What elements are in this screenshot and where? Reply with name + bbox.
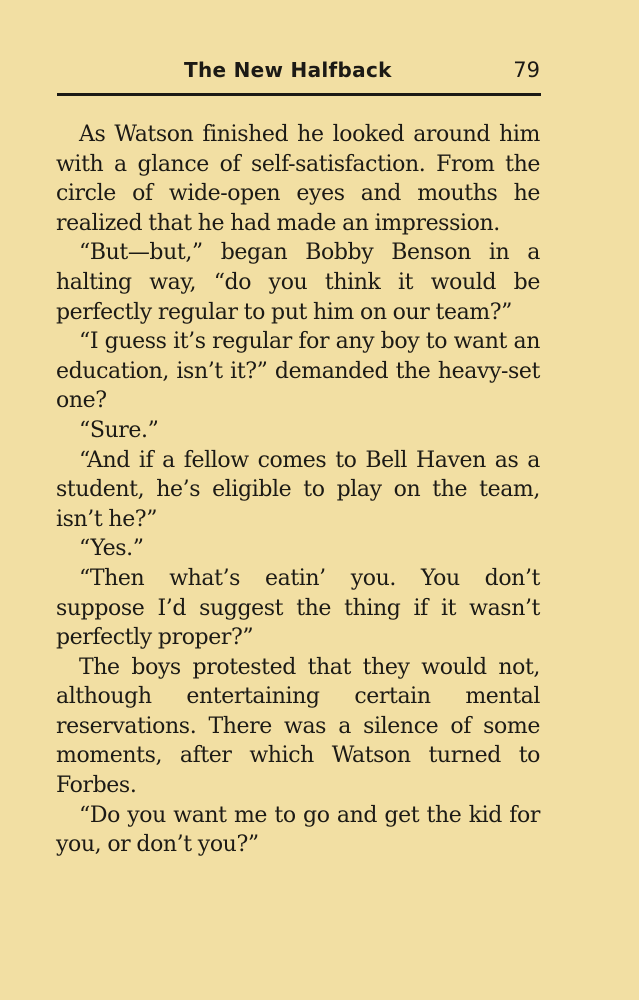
paragraph: The boys protested that they would not, although entertaining certain mental reservations. There was a silence of some moments, after which Watson turned to Forbes.: [56, 654, 540, 799]
body-text: [56, 120, 540, 860]
paragraph: “I guess it’s regular for any boy to want an education, isn’t it?” demanded the heavy-set one?: [56, 329, 540, 414]
paragraph: “Then what’s eatin’ you. You don’t suppose I’d suggest the thing if it wasn’t perfectly proper?”: [56, 565, 540, 651]
running-head: [58, 56, 540, 86]
paragraph: “Yes.”: [79, 536, 144, 562]
paragraph: “But—but,” began Bobby Benson in a halting way, “do you think it would be perfectly regular to put him on our team?”: [56, 240, 540, 325]
paragraph: “Do you want me to go and get the kid for you, or don’t you?”: [56, 802, 540, 858]
paragraph: As Watson finished he looked around him with a glance of self-satisfaction. From the circle of wide-open eyes and mouths he realized that he had made an impression.: [56, 122, 540, 236]
paragraph: “And if a fellow comes to Bell Haven as a student, he’s eligible to play on the team, isn’t he?”: [56, 447, 540, 532]
paragraph: “Sure.”: [79, 417, 159, 443]
page-number: 79: [513, 58, 540, 82]
header-rule: [57, 93, 541, 96]
running-head-title: The New Halfback: [184, 58, 392, 82]
